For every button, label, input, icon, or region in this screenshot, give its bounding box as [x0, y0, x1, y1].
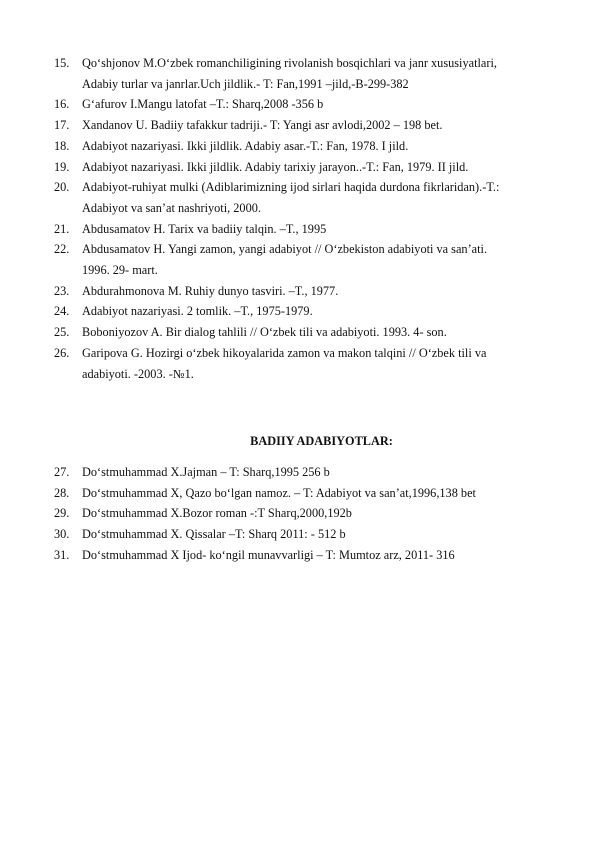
reference-number: 24. — [54, 304, 70, 319]
reference-number: 26. — [54, 345, 70, 360]
reference-text: Do‘stmuhammad X, Qazo bo‘lgan namoz. – T: Adabiyot va san’at,1996,138 bet — [82, 485, 476, 500]
literary-work-item — [54, 483, 584, 504]
reference-text: Abdusamatov H. Tarix va badiiy talqin. –T., 1995 — [82, 221, 327, 236]
reference-item — [54, 322, 584, 343]
reference-text: Do‘stmuhammad X.Bozor roman -:T Sharq,2000,192b — [82, 506, 352, 521]
reference-text: Do‘stmuhammad X Ijod- ko‘ngil munavvarligi – T: Mumtoz arz, 2011- 316 — [82, 547, 455, 562]
section-heading: BADIIY ADABIYOTLAR: — [250, 434, 393, 448]
reference-text: Boboniyozov A. Bir dialog tahlili // O‘zbek tili va adabiyoti. 1993. 4- son. — [82, 325, 447, 340]
reference-number: 20. — [54, 180, 70, 195]
reference-text: Do‘stmuhammad X.Jajman – T: Sharq,1995 256 b — [82, 465, 330, 479]
reference-line: Qo‘shjonov M.O‘zbek romanchiligining rivolanish bosqichlari va janr xususiyatlari, — [82, 56, 497, 70]
reference-item — [54, 177, 584, 218]
reference-item — [54, 94, 584, 115]
reference-item — [54, 219, 584, 240]
reference-text: Adabiyot nazariyasi. Ikki jildlik. Adabiy tarixiy jarayon..-T.: Fan, 1979. II jild. — [82, 159, 469, 174]
reference-number: 29. — [54, 506, 70, 521]
literary-work-item — [54, 545, 584, 566]
reference-text — [82, 177, 584, 218]
reference-text: Adabiyot nazariyasi. Ikki jildlik. Adabiy asar.-T.: Fan, 1978. I jild. — [82, 138, 409, 153]
reference-number: 22. — [54, 242, 70, 257]
reference-number: 19. — [54, 159, 70, 174]
literary-works-list — [54, 462, 584, 566]
reference-text — [82, 53, 584, 94]
reference-number: 28. — [54, 485, 70, 500]
literary-work-item — [54, 462, 584, 483]
reference-number: 17. — [54, 118, 70, 133]
reference-line: Abdusamatov H. Yangi zamon, yangi adabiyot // O‘zbekiston adabiyoti va san’ati. — [82, 242, 488, 257]
reference-text: G‘afurov I.Mangu latofat –T.: Sharq,2008 -356 b — [82, 97, 324, 112]
reference-text — [82, 343, 584, 384]
reference-item — [54, 115, 584, 136]
reference-line: 1996. 29- mart. — [82, 263, 158, 278]
reference-text — [82, 239, 584, 280]
reference-number: 21. — [54, 221, 70, 236]
reference-text: Adabiyot nazariyasi. 2 tomlik. –T., 1975-1979. — [82, 304, 313, 319]
reference-line: Garipova G. Hozirgi o‘zbek hikoyalarida zamon va makon talqini // O‘zbek tili va — [82, 345, 487, 360]
reference-number: 27. — [54, 465, 70, 479]
reference-number: 25. — [54, 325, 70, 340]
reference-item — [54, 239, 584, 280]
reference-number: 16. — [54, 97, 70, 112]
reference-line: adabiyoti. -2003. -№1. — [82, 366, 194, 381]
reference-item — [54, 53, 584, 94]
reference-line: Adabiy turlar va janrlar.Uch jildlik.- T: Fan,1991 –jild,-B-299-382 — [82, 76, 409, 91]
literary-work-item — [54, 524, 584, 545]
reference-number: 31. — [54, 547, 70, 562]
reference-text: Xandanov U. Badiiy tafakkur tadriji.- T: Yangi asr avlodi,2002 – 198 bet. — [82, 118, 443, 133]
reference-item — [54, 136, 584, 157]
reference-number: 23. — [54, 283, 70, 298]
reference-number: 18. — [54, 138, 70, 153]
reference-line: Adabiyot va san’at nashriyoti, 2000. — [82, 200, 261, 215]
reference-number: 15. — [54, 56, 70, 70]
reference-text: Abdurahmonova M. Ruhiy dunyo tasviri. –T., 1977. — [82, 283, 339, 298]
reference-item — [54, 157, 584, 178]
reference-line: Adabiyot-ruhiyat mulki (Adiblarimizning ijod sirlari haqida durdona fikrlaridan).-T.: — [82, 180, 500, 195]
reference-number: 30. — [54, 527, 70, 542]
reference-item — [54, 343, 584, 384]
literary-work-item — [54, 503, 584, 524]
references-list — [54, 53, 584, 384]
reference-item — [54, 301, 584, 322]
reference-text: Do‘stmuhammad X. Qissalar –T: Sharq 2011: - 512 b — [82, 527, 346, 542]
reference-item — [54, 281, 584, 302]
